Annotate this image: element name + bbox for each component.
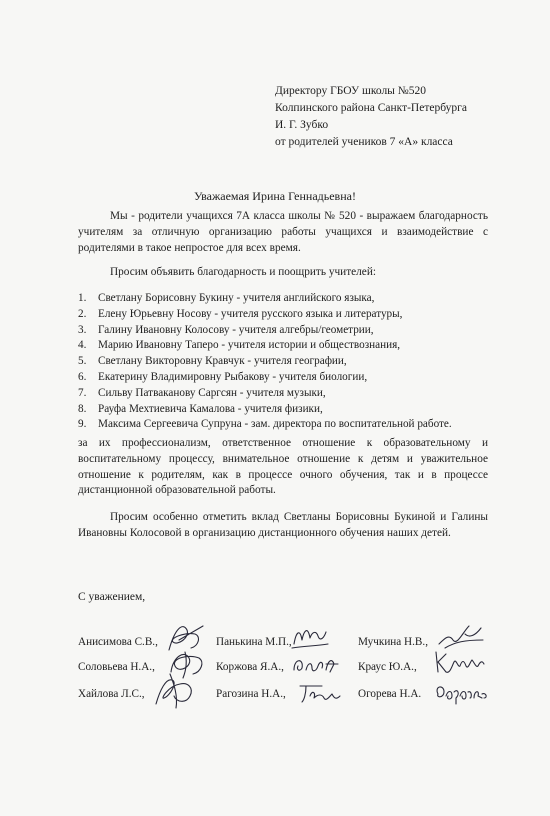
handwritten-signature xyxy=(432,648,488,678)
list-item: 7. Сильву Патваканову Саргсян - учителя музыки, xyxy=(78,386,326,399)
handwritten-signature xyxy=(290,652,340,676)
signatory-name: Краус Ю.А., xyxy=(358,661,417,673)
signatory-name: Соловьева Н.А., xyxy=(78,661,155,673)
paragraph-reasons: за их профессионализм, ответственное отношение к образовательному и воспитательному процессу, внимательное отношение к детям и уважительное отношение к родителям, как в процессе очного обучения, так и в процессе дистанционной образовательной работы. xyxy=(78,437,488,497)
addressee-block xyxy=(275,83,535,151)
signatory-name: Огорева Н.А. xyxy=(358,688,422,700)
paragraph-request: Просим объявить благодарность и поощрить учителей: xyxy=(110,266,377,278)
list-item: 3. Галину Ивановну Колосову - учителя алгебры/геометрии, xyxy=(78,323,374,336)
signatory-name: Хайлова Л.С., xyxy=(78,688,145,700)
paragraph-gratitude: Мы - родители учащихся 7А класса школы № 520 - выражаем благодарность учителям за отличную организацию работы учащихся и взаимодействие с родителями в такое непростое для всех время. xyxy=(78,210,488,254)
addressee-line-4: от родителей учеников 7 «А» класса xyxy=(275,136,453,148)
addressee-line-2: Колпинского района Санкт-Петербурга xyxy=(275,102,467,114)
list-item: 2. Елену Юрьевну Носову - учителя русского языка и литературы, xyxy=(78,307,403,320)
signatory-name: Панькина М.П., xyxy=(216,636,292,648)
handwritten-signature xyxy=(152,670,202,710)
list-item: 5. Светлану Викторовну Кравчук - учителя географии, xyxy=(78,355,347,368)
teachers-list xyxy=(78,291,498,433)
handwritten-signature xyxy=(432,680,490,706)
addressee-line-3: И. Г. Зубко xyxy=(275,119,329,131)
paragraph-special-mention: Просим особенно отметить вклад Светланы Борисовны Букиной и Галины Ивановны Колосовой в организацию дистанционного обучения наших детей. xyxy=(78,511,488,539)
list-item: 9. Максима Сергеевича Супруна - зам. директора по воспитательной работе. xyxy=(78,418,452,431)
handwritten-signature xyxy=(296,680,342,706)
signatory-name: Мучкина Н.В., xyxy=(358,636,428,648)
list-item: 4. Марию Ивановну Таперо - учителя истории и обществознания, xyxy=(78,339,401,352)
signatory-name: Коржова Я.А., xyxy=(216,661,284,673)
addressee-line-1: Директору ГБОУ школы №520 xyxy=(275,85,427,97)
list-item: 1. Светлану Борисовну Букину - учителя английского языка, xyxy=(78,292,375,304)
signatory-name: Рагозина Н.А., xyxy=(216,688,286,700)
signatory-name: Анисимова С.В., xyxy=(78,636,158,648)
greeting: Уважаемая Ирина Геннадьевна! xyxy=(194,189,356,203)
list-item: 6. Екатерину Владимировну Рыбакову - учителя биологии, xyxy=(78,370,368,383)
closing-phrase: С уважением, xyxy=(78,591,146,603)
list-item: 8. Рауфа Мехтиевича Камалова - учителя физики, xyxy=(78,402,323,415)
handwritten-signature xyxy=(290,622,330,652)
